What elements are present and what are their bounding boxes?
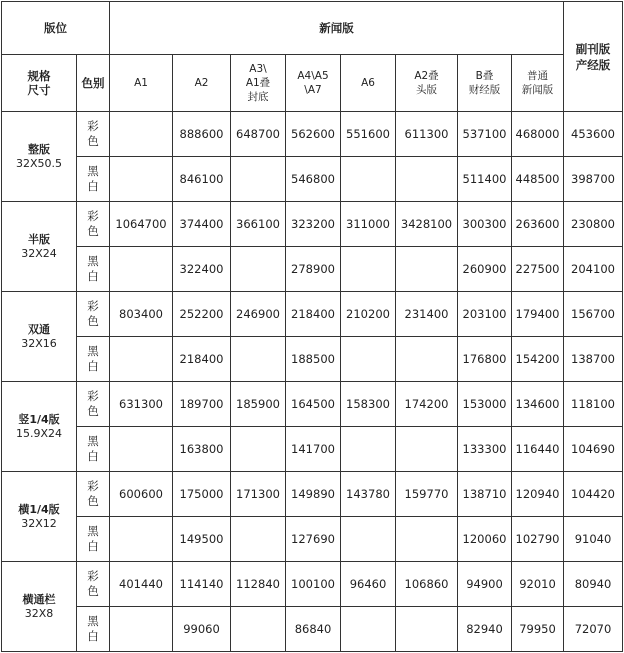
price-cell: 134600 (512, 382, 564, 427)
price-cell (110, 112, 173, 157)
price-cell: 252200 (173, 292, 231, 337)
price-cell: 537100 (458, 112, 512, 157)
size-name: 双通 (28, 322, 50, 336)
price-cell (341, 247, 396, 292)
column-header: A4\A5 \A7 (286, 55, 341, 112)
price-cell: 92010 (512, 562, 564, 607)
ad-rate-table (1, 1, 623, 652)
size-label-cell (2, 562, 77, 652)
price-cell: 398700 (564, 157, 623, 202)
price-cell: 179400 (512, 292, 564, 337)
price-cell (396, 607, 458, 652)
price-cell: 401440 (110, 562, 173, 607)
price-cell: 648700 (231, 112, 286, 157)
price-cell: 156700 (564, 292, 623, 337)
size-dimensions: 15.9X24 (15, 426, 63, 440)
price-cell: 311000 (341, 202, 396, 247)
price-cell: 79950 (512, 607, 564, 652)
column-header: 普通 新闻版 (512, 55, 564, 112)
price-cell: 106860 (396, 562, 458, 607)
size-label-cell (2, 382, 77, 472)
price-cell: 210200 (341, 292, 396, 337)
price-cell: 453600 (564, 112, 623, 157)
size-name: 整版 (28, 142, 50, 156)
bw-label: 黑 白 (77, 247, 110, 292)
table-row (2, 112, 623, 157)
price-cell: 260900 (458, 247, 512, 292)
price-cell (396, 517, 458, 562)
price-cell: 127690 (286, 517, 341, 562)
price-cell: 102790 (512, 517, 564, 562)
price-cell: 204100 (564, 247, 623, 292)
color-label: 彩 色 (77, 202, 110, 247)
price-cell: 141700 (286, 427, 341, 472)
price-cell: 171300 (231, 472, 286, 517)
price-cell (396, 427, 458, 472)
price-cell (231, 427, 286, 472)
price-cell (396, 337, 458, 382)
price-cell: 562600 (286, 112, 341, 157)
table-row (2, 472, 623, 517)
column-header: B叠 财经版 (458, 55, 512, 112)
price-cell: 99060 (173, 607, 231, 652)
table-row (2, 202, 623, 247)
header-banwei: 版位 (2, 2, 110, 55)
price-cell (341, 427, 396, 472)
size-name: 竖1/4版 (18, 412, 60, 426)
price-cell: 163800 (173, 427, 231, 472)
price-cell: 158300 (341, 382, 396, 427)
price-cell: 188500 (286, 337, 341, 382)
price-cell: 86840 (286, 607, 341, 652)
color-label: 彩 色 (77, 562, 110, 607)
price-cell (231, 157, 286, 202)
price-cell (231, 337, 286, 382)
price-cell: 366100 (231, 202, 286, 247)
price-cell (110, 427, 173, 472)
price-cell: 153000 (458, 382, 512, 427)
bw-label: 黑 白 (77, 607, 110, 652)
table-row (2, 517, 623, 562)
table-row (2, 427, 623, 472)
price-cell: 3428100 (396, 202, 458, 247)
price-cell: 114140 (173, 562, 231, 607)
size-name: 横通栏 (22, 592, 56, 606)
price-cell (110, 247, 173, 292)
size-label-cell (2, 112, 77, 202)
column-header: A6 (341, 55, 396, 112)
price-cell: 112840 (231, 562, 286, 607)
price-cell: 138700 (564, 337, 623, 382)
price-cell: 846100 (173, 157, 231, 202)
header-xinwenban: 新闻版 (110, 2, 564, 55)
table-row (2, 292, 623, 337)
header-row-2 (2, 55, 623, 112)
price-cell: 138710 (458, 472, 512, 517)
price-cell: 448500 (512, 157, 564, 202)
price-cell: 185900 (231, 382, 286, 427)
table-row (2, 157, 623, 202)
price-cell: 218400 (173, 337, 231, 382)
price-cell: 278900 (286, 247, 341, 292)
price-cell: 176800 (458, 337, 512, 382)
price-cell: 96460 (341, 562, 396, 607)
price-cell: 189700 (173, 382, 231, 427)
price-cell: 80940 (564, 562, 623, 607)
color-label: 彩 色 (77, 292, 110, 337)
price-cell: 230800 (564, 202, 623, 247)
price-cell (231, 517, 286, 562)
price-cell: 72070 (564, 607, 623, 652)
size-label-cell (2, 202, 77, 292)
size-label-cell (2, 472, 77, 562)
price-cell: 546800 (286, 157, 341, 202)
price-cell: 159770 (396, 472, 458, 517)
color-label: 彩 色 (77, 382, 110, 427)
price-cell (110, 517, 173, 562)
price-cell (341, 607, 396, 652)
price-cell: 322400 (173, 247, 231, 292)
column-header: A3\ A1叠 封底 (231, 55, 286, 112)
table-row (2, 337, 623, 382)
table-row (2, 382, 623, 427)
price-cell: 227500 (512, 247, 564, 292)
price-cell: 149500 (173, 517, 231, 562)
price-cell (341, 337, 396, 382)
price-cell: 300300 (458, 202, 512, 247)
price-cell: 133300 (458, 427, 512, 472)
size-dimensions: 32X8 (24, 606, 54, 620)
header-guige: 规格 尺寸 (2, 55, 77, 112)
price-cell: 149890 (286, 472, 341, 517)
price-cell: 551600 (341, 112, 396, 157)
size-dimensions: 32X12 (21, 516, 57, 530)
table-row (2, 607, 623, 652)
price-cell: 263600 (512, 202, 564, 247)
price-cell: 631300 (110, 382, 173, 427)
price-cell (110, 157, 173, 202)
price-cell: 600600 (110, 472, 173, 517)
price-cell: 611300 (396, 112, 458, 157)
price-cell (396, 247, 458, 292)
price-cell: 120060 (458, 517, 512, 562)
size-name: 横1/4版 (18, 502, 60, 516)
price-cell (231, 247, 286, 292)
price-cell (341, 517, 396, 562)
price-cell: 511400 (458, 157, 512, 202)
color-label: 彩 色 (77, 472, 110, 517)
price-cell: 100100 (286, 562, 341, 607)
size-dimensions: 32X50.5 (15, 156, 63, 170)
color-label: 彩 色 (77, 112, 110, 157)
bw-label: 黑 白 (77, 517, 110, 562)
bw-label: 黑 白 (77, 337, 110, 382)
price-cell: 203100 (458, 292, 512, 337)
price-cell: 323200 (286, 202, 341, 247)
price-cell (110, 337, 173, 382)
price-cell: 154200 (512, 337, 564, 382)
price-cell (231, 607, 286, 652)
price-cell: 91040 (564, 517, 623, 562)
price-cell: 82940 (458, 607, 512, 652)
size-label-cell (2, 292, 77, 382)
header-sebie: 色别 (77, 55, 110, 112)
price-cell: 104420 (564, 472, 623, 517)
price-cell: 118100 (564, 382, 623, 427)
price-cell: 374400 (173, 202, 231, 247)
price-cell: 888600 (173, 112, 231, 157)
size-dimensions: 32X16 (21, 336, 57, 350)
bw-label: 黑 白 (77, 427, 110, 472)
price-cell: 231400 (396, 292, 458, 337)
price-cell: 143780 (341, 472, 396, 517)
price-cell: 246900 (231, 292, 286, 337)
column-header: A1 (110, 55, 173, 112)
header-row-1 (2, 2, 623, 55)
price-cell: 218400 (286, 292, 341, 337)
size-dimensions: 32X24 (21, 246, 57, 260)
bw-label: 黑 白 (77, 157, 110, 202)
column-header: A2叠 头版 (396, 55, 458, 112)
table-row (2, 562, 623, 607)
price-cell: 803400 (110, 292, 173, 337)
price-cell: 175000 (173, 472, 231, 517)
price-cell: 468000 (512, 112, 564, 157)
price-cell: 120940 (512, 472, 564, 517)
size-name: 半版 (28, 232, 50, 246)
price-cell (341, 157, 396, 202)
price-cell: 164500 (286, 382, 341, 427)
price-cell: 1064700 (110, 202, 173, 247)
header-fukan: 副刊版 产经版 (564, 2, 623, 112)
price-cell: 174200 (396, 382, 458, 427)
price-cell: 116440 (512, 427, 564, 472)
price-cell: 94900 (458, 562, 512, 607)
price-cell (110, 607, 173, 652)
column-header: A2 (173, 55, 231, 112)
price-cell: 104690 (564, 427, 623, 472)
table-row (2, 247, 623, 292)
price-cell (396, 157, 458, 202)
